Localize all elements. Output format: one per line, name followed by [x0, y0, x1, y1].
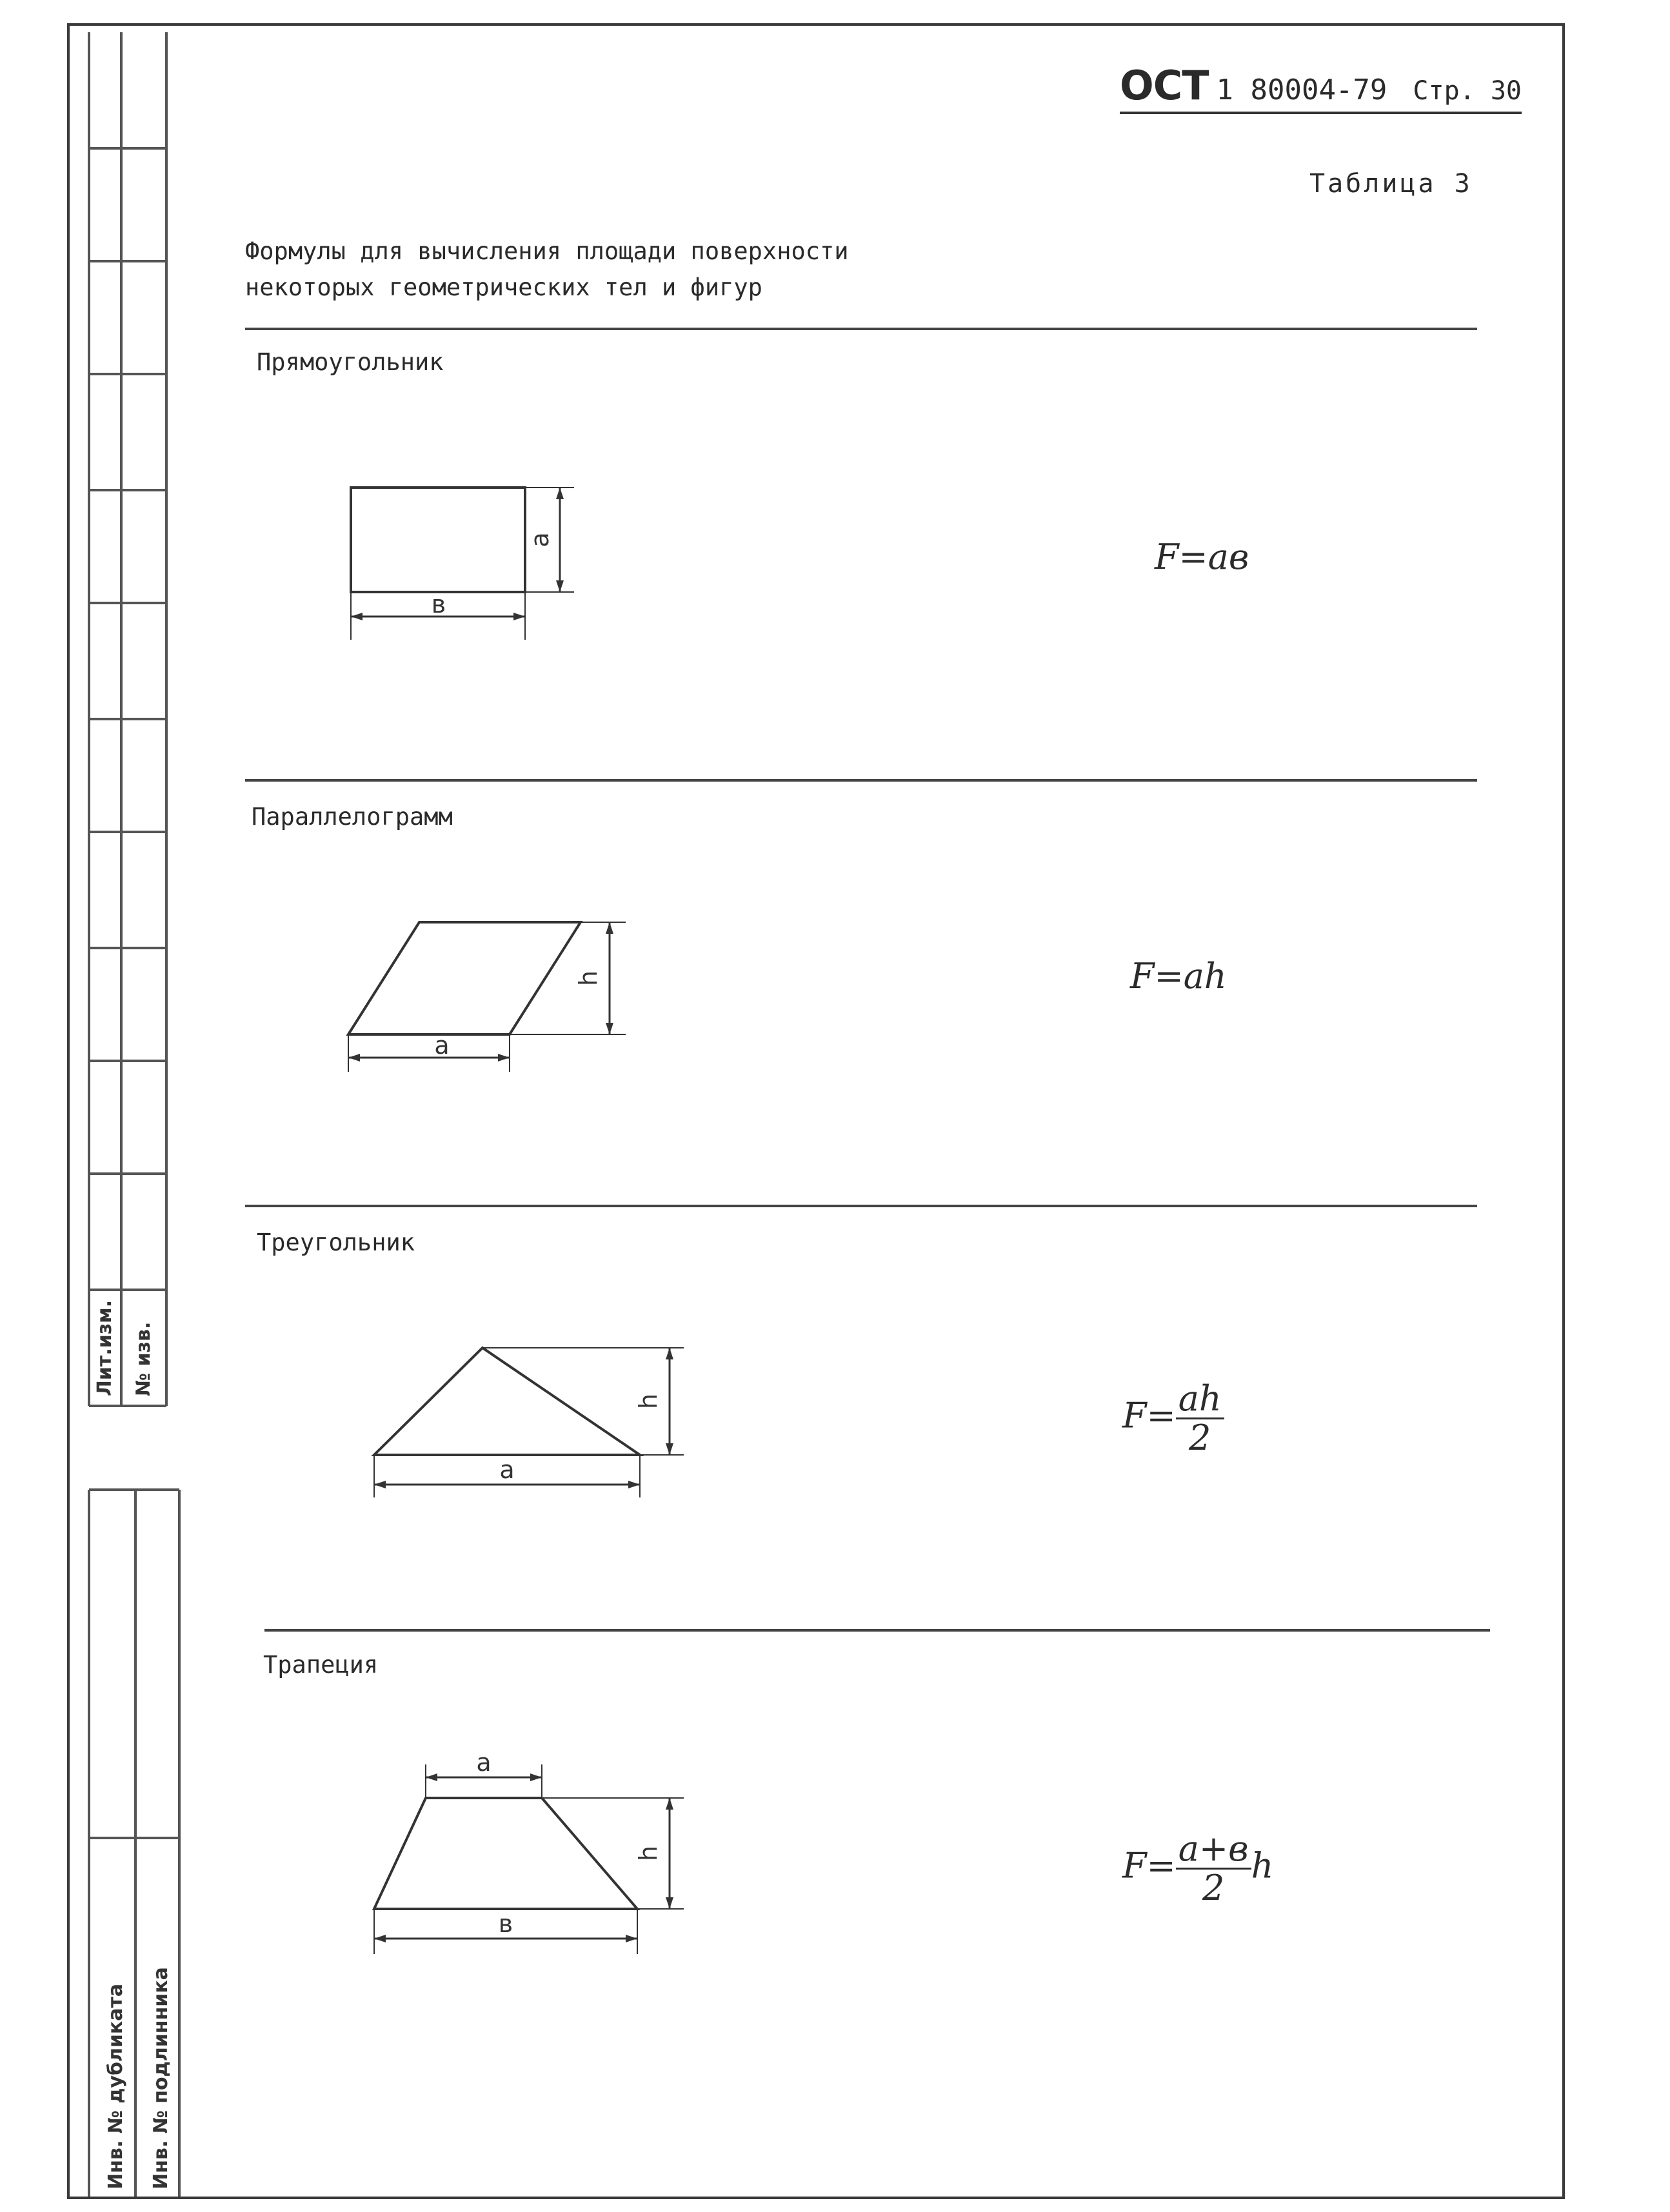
lit-izm-label: Лит.изм. [94, 1299, 116, 1396]
dim-b-label: в [498, 1910, 513, 1938]
formula-lhs: F= [1122, 1845, 1176, 1886]
formula-parallelogram: F=ah [1130, 956, 1227, 996]
dim-h-label: h [574, 970, 602, 987]
divider-3 [245, 1205, 1477, 1207]
title-line-1: Формулы для вычисления площади поверхности [245, 237, 849, 265]
page-number: Стр. 30 [1413, 76, 1522, 106]
section-title-parallelogram: Параллелограмм [252, 803, 453, 831]
dim-a-label: a [434, 1031, 450, 1060]
document-header [1120, 62, 1522, 114]
triangle-drawing [361, 1328, 697, 1509]
formula-fraction [1176, 1830, 1251, 1907]
formula-rhs: h [1251, 1845, 1274, 1886]
inv-podlinnika-label: Инв. № подлинника [150, 1967, 172, 2189]
formula-rectangle: F=aв [1155, 537, 1249, 577]
title-line-2: некоторых геометрических тел и фигур [245, 273, 762, 301]
formula-numerator: ah [1176, 1380, 1224, 1419]
document-title [245, 233, 849, 306]
formula-fraction [1176, 1380, 1224, 1457]
table-label: Таблица 3 [1309, 169, 1473, 199]
inv-dublikata-label: Инв. № дубликата [104, 1983, 127, 2189]
divider-1 [245, 328, 1477, 330]
formula-lhs: F= [1122, 1395, 1176, 1436]
trapezoid-drawing [361, 1741, 697, 1960]
dim-h-label: h [634, 1393, 662, 1410]
dim-b-label: в [431, 590, 446, 618]
dim-a-label: a [526, 532, 554, 548]
divider-2 [245, 779, 1477, 782]
divider-4 [264, 1629, 1490, 1632]
standard-code: ОСТ [1120, 62, 1209, 109]
no-izv-label: № изв. [132, 1321, 155, 1396]
dim-h-label: h [634, 1845, 662, 1862]
formula-denominator: 2 [1189, 1417, 1211, 1458]
formula-trapezoid [1122, 1830, 1273, 1907]
dim-a-label: a [499, 1456, 515, 1484]
formula-numerator: a+в [1176, 1830, 1251, 1870]
dim-a-label: a [476, 1748, 492, 1777]
section-title-rectangle: Прямоугольник [257, 348, 444, 376]
rectangle-drawing [335, 471, 581, 651]
formula-triangle [1122, 1380, 1224, 1457]
section-title-trapezoid: Трапеция [263, 1651, 379, 1679]
section-title-triangle: Треугольник [257, 1229, 415, 1256]
standard-number: 1 80004-79 [1216, 74, 1387, 106]
parallelogram-drawing [335, 903, 632, 1083]
formula-denominator: 2 [1202, 1868, 1225, 1908]
